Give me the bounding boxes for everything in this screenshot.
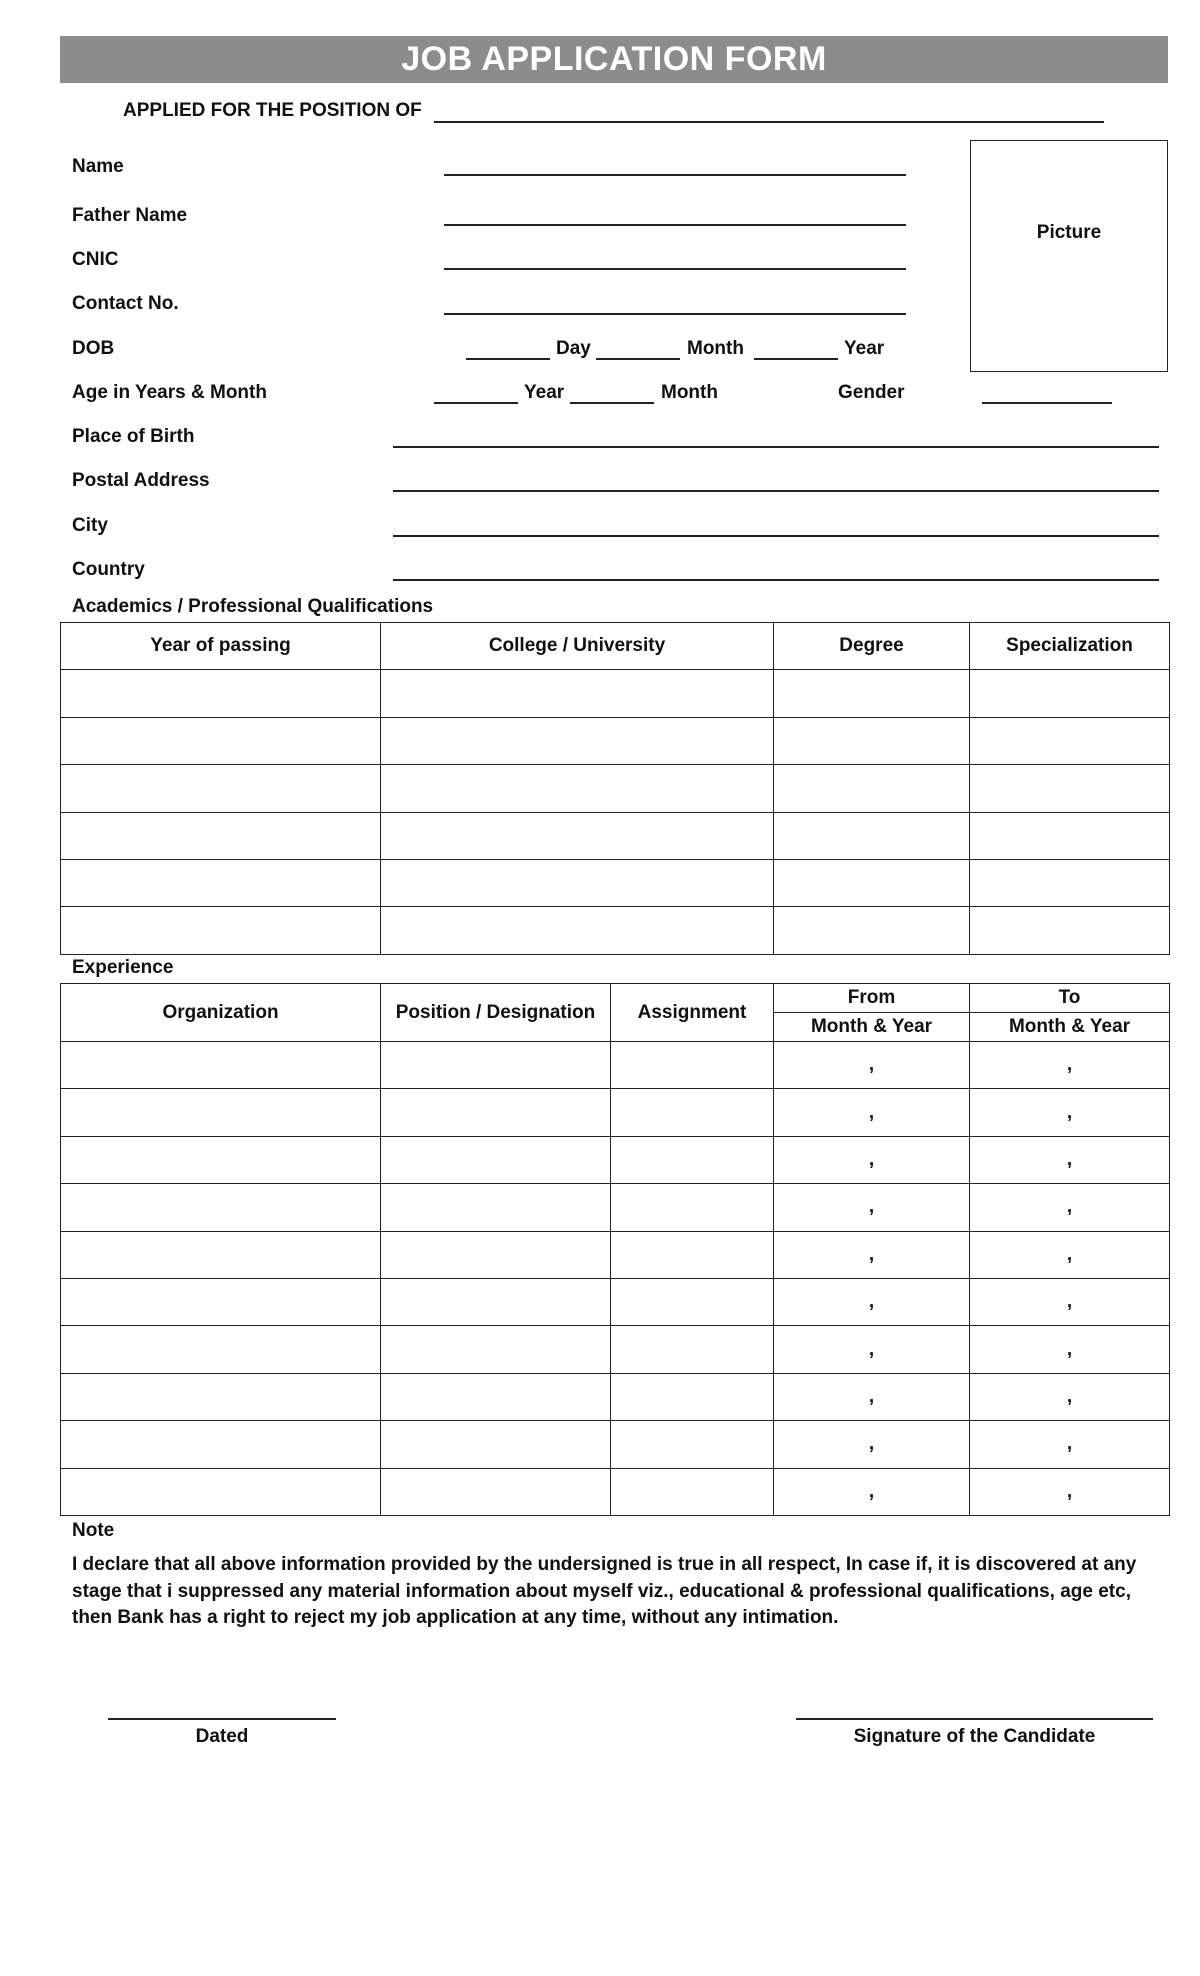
month-year-separator: , (1066, 1480, 1073, 1502)
experience-cell-position[interactable] (381, 1278, 611, 1325)
experience-cell-from[interactable] (774, 1184, 970, 1231)
experience-cell-to[interactable] (970, 1136, 1170, 1183)
qualification-row (61, 765, 1170, 812)
month-year-separator: , (1066, 1433, 1073, 1455)
experience-cell-organization[interactable] (61, 1184, 381, 1231)
col-organization: Organization (61, 984, 381, 1042)
experience-header-row (61, 984, 1170, 1013)
experience-cell-assignment[interactable] (611, 1042, 774, 1089)
col-to-month-year: Month & Year (970, 1013, 1170, 1042)
experience-cell-assignment[interactable] (611, 1326, 774, 1373)
month-year-separator: , (1066, 1291, 1073, 1313)
month-year-separator: , (868, 1054, 875, 1076)
gender-label: Gender (838, 382, 905, 403)
experience-cell-position[interactable] (381, 1136, 611, 1183)
experience-cell-from[interactable] (774, 1468, 970, 1515)
experience-cell-to[interactable] (970, 1468, 1170, 1515)
dob-month-input-line[interactable] (596, 358, 680, 360)
age-label: Age in Years & Month (72, 382, 267, 403)
age-month-label: Month (661, 382, 718, 403)
dated-label: Dated (195, 1726, 249, 1747)
cnic-input-line[interactable] (444, 268, 906, 270)
cnic-label: CNIC (72, 249, 119, 270)
month-year-separator: , (868, 1291, 875, 1313)
experience-row (61, 1042, 1170, 1089)
col-college-university: College / University (381, 623, 774, 670)
col-assignment: Assignment (611, 984, 774, 1042)
qualification-row (61, 717, 1170, 764)
month-year-separator: , (1066, 1385, 1073, 1407)
col-specialization: Specialization (970, 623, 1170, 670)
experience-cell-position[interactable] (381, 1421, 611, 1468)
experience-cell-organization[interactable] (61, 1136, 381, 1183)
experience-cell-assignment[interactable] (611, 1421, 774, 1468)
col-from-month-year: Month & Year (774, 1013, 970, 1042)
experience-row (61, 1421, 1170, 1468)
gender-input-line[interactable] (982, 402, 1112, 404)
form-title: JOB APPLICATION FORM (60, 36, 1168, 83)
place-of-birth-label: Place of Birth (72, 426, 195, 447)
experience-cell-assignment[interactable] (611, 1089, 774, 1136)
experience-row (61, 1278, 1170, 1325)
dob-year-label: Year (844, 338, 885, 359)
qualification-cell-specialization[interactable] (970, 670, 1170, 717)
col-to: To (970, 984, 1170, 1013)
experience-cell-organization[interactable] (61, 1042, 381, 1089)
experience-cell-to[interactable] (970, 1089, 1170, 1136)
month-year-separator: , (868, 1243, 875, 1265)
experience-title: Experience (72, 957, 174, 978)
month-year-separator: , (1066, 1338, 1073, 1360)
qualification-cell-year-of-passing[interactable] (61, 717, 381, 764)
name-input-line[interactable] (444, 174, 906, 176)
experience-cell-position[interactable] (381, 1373, 611, 1420)
experience-cell-organization[interactable] (61, 1089, 381, 1136)
qualification-cell-specialization[interactable] (970, 859, 1170, 906)
qualification-cell-year-of-passing[interactable] (61, 907, 381, 954)
applied-for-label: APPLIED FOR THE POSITION OF (123, 100, 422, 121)
dob-year-input-line[interactable] (754, 358, 838, 360)
qualification-cell-specialization[interactable] (970, 812, 1170, 859)
qualification-cell-degree[interactable] (774, 670, 970, 717)
experience-cell-organization[interactable] (61, 1326, 381, 1373)
experience-cell-assignment[interactable] (611, 1231, 774, 1278)
qualification-cell-college-university[interactable] (381, 907, 774, 954)
age-year-input-line[interactable] (434, 402, 518, 404)
experience-cell-from[interactable] (774, 1421, 970, 1468)
experience-cell-assignment[interactable] (611, 1468, 774, 1515)
month-year-separator: , (1066, 1243, 1073, 1265)
contact-label: Contact No. (72, 293, 179, 314)
experience-cell-from[interactable] (774, 1136, 970, 1183)
qualification-cell-college-university[interactable] (381, 670, 774, 717)
signature-label: Signature of the Candidate (853, 1726, 1096, 1747)
picture-label: Picture (1036, 222, 1102, 243)
experience-cell-assignment[interactable] (611, 1136, 774, 1183)
country-input-line[interactable] (393, 579, 1159, 581)
experience-cell-assignment[interactable] (611, 1373, 774, 1420)
dob-day-label: Day (556, 338, 591, 359)
city-label: City (72, 515, 108, 536)
experience-cell-to[interactable] (970, 1373, 1170, 1420)
experience-cell-to[interactable] (970, 1042, 1170, 1089)
experience-cell-from[interactable] (774, 1326, 970, 1373)
place-of-birth-input-line[interactable] (393, 446, 1159, 448)
dob-day-input-line[interactable] (466, 358, 550, 360)
month-year-separator: , (868, 1196, 875, 1218)
col-degree: Degree (774, 623, 970, 670)
experience-row (61, 1326, 1170, 1373)
qualification-cell-year-of-passing[interactable] (61, 859, 381, 906)
experience-row (61, 1231, 1170, 1278)
signature-input-line[interactable] (796, 1718, 1153, 1720)
postal-address-input-line[interactable] (393, 490, 1159, 492)
qualifications-table (60, 622, 1170, 955)
experience-cell-position[interactable] (381, 1042, 611, 1089)
experience-cell-assignment[interactable] (611, 1278, 774, 1325)
qualification-cell-specialization[interactable] (970, 765, 1170, 812)
experience-cell-position[interactable] (381, 1468, 611, 1515)
experience-cell-organization[interactable] (61, 1373, 381, 1420)
experience-cell-from[interactable] (774, 1278, 970, 1325)
qualification-cell-year-of-passing[interactable] (61, 765, 381, 812)
experience-cell-position[interactable] (381, 1089, 611, 1136)
experience-cell-position[interactable] (381, 1184, 611, 1231)
experience-cell-organization[interactable] (61, 1231, 381, 1278)
father-name-label: Father Name (72, 205, 188, 226)
dated-input-line[interactable] (108, 1718, 336, 1720)
experience-cell-to[interactable] (970, 1278, 1170, 1325)
qualification-cell-year-of-passing[interactable] (61, 670, 381, 717)
month-year-separator: , (868, 1480, 875, 1502)
postal-address-label: Postal Address (72, 470, 210, 491)
qualification-cell-degree[interactable] (774, 907, 970, 954)
qualification-cell-degree[interactable] (774, 812, 970, 859)
qualification-row (61, 812, 1170, 859)
name-label: Name (72, 156, 124, 177)
qualification-row (61, 907, 1170, 954)
month-year-separator: , (868, 1338, 875, 1360)
experience-cell-organization[interactable] (61, 1468, 381, 1515)
qualification-row (61, 859, 1170, 906)
experience-cell-from[interactable] (774, 1373, 970, 1420)
month-year-separator: , (868, 1433, 875, 1455)
experience-row (61, 1373, 1170, 1420)
experience-cell-organization[interactable] (61, 1421, 381, 1468)
qualification-cell-specialization[interactable] (970, 907, 1170, 954)
dob-month-label: Month (687, 338, 744, 359)
experience-cell-to[interactable] (970, 1184, 1170, 1231)
contact-input-line[interactable] (444, 313, 906, 315)
col-position: Position / Designation (381, 984, 611, 1042)
qualification-cell-college-university[interactable] (381, 812, 774, 859)
experience-row (61, 1468, 1170, 1515)
month-year-separator: , (1066, 1101, 1073, 1123)
col-year-of-passing: Year of passing (61, 623, 381, 670)
experience-table (60, 983, 1170, 1516)
experience-cell-from[interactable] (774, 1089, 970, 1136)
city-input-line[interactable] (393, 535, 1159, 537)
qualification-cell-degree[interactable] (774, 859, 970, 906)
picture-box[interactable] (970, 140, 1168, 372)
age-year-label: Year (524, 382, 565, 403)
experience-row (61, 1184, 1170, 1231)
qualification-cell-college-university[interactable] (381, 859, 774, 906)
qualifications-header-row (61, 623, 1170, 670)
qualification-cell-year-of-passing[interactable] (61, 812, 381, 859)
experience-cell-to[interactable] (970, 1421, 1170, 1468)
qualification-cell-degree[interactable] (774, 765, 970, 812)
col-from: From (774, 984, 970, 1013)
country-label: Country (72, 559, 145, 580)
experience-row (61, 1089, 1170, 1136)
month-year-separator: , (1066, 1148, 1073, 1170)
experience-cell-from[interactable] (774, 1042, 970, 1089)
note-label: Note (72, 1520, 115, 1541)
experience-cell-to[interactable] (970, 1326, 1170, 1373)
applied-for-input-line[interactable] (434, 121, 1104, 123)
experience-cell-to[interactable] (970, 1231, 1170, 1278)
experience-row (61, 1136, 1170, 1183)
experience-cell-organization[interactable] (61, 1278, 381, 1325)
father-name-input-line[interactable] (444, 224, 906, 226)
experience-cell-position[interactable] (381, 1231, 611, 1278)
qualification-cell-college-university[interactable] (381, 717, 774, 764)
qualification-cell-specialization[interactable] (970, 717, 1170, 764)
experience-cell-from[interactable] (774, 1231, 970, 1278)
qualification-cell-degree[interactable] (774, 717, 970, 764)
month-year-separator: , (868, 1385, 875, 1407)
qualification-row (61, 670, 1170, 717)
month-year-separator: , (868, 1148, 875, 1170)
dob-label: DOB (72, 338, 115, 359)
experience-cell-assignment[interactable] (611, 1184, 774, 1231)
qualifications-title: Academics / Professional Qualifications (72, 596, 434, 617)
month-year-separator: , (868, 1101, 875, 1123)
experience-cell-position[interactable] (381, 1326, 611, 1373)
declaration-text: I declare that all above information provided by the undersigned is true in all respect, In case if, it is discovered at any stage that i suppressed any material information about myself viz., educational & professional qualifications, age etc, then Bank has a right to reject my job application at any time, without any intimation. (72, 1554, 1137, 1628)
qualification-cell-college-university[interactable] (381, 765, 774, 812)
age-month-input-line[interactable] (570, 402, 654, 404)
month-year-separator: , (1066, 1196, 1073, 1218)
month-year-separator: , (1066, 1054, 1073, 1076)
